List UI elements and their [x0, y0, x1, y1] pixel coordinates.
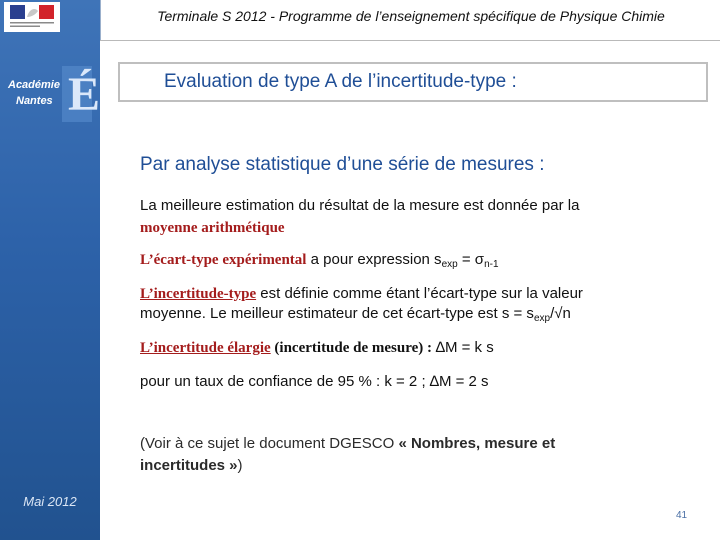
paragraph-taux-confiance [140, 372, 489, 392]
text-taux-confiance: pour un taux de confiance de 95 % : k = 2 ; ∆M = 2 s [140, 373, 489, 390]
text-definition: est définie comme étant l’écart-type sur la valeur [256, 285, 583, 302]
sub-exp-2: exp [533, 313, 551, 324]
page-number: 41 [676, 510, 688, 521]
paragraph-incertitude-type [140, 284, 583, 304]
header-title: Terminale S 2012 - Programme de l’enseignement spécifique de Physique Chimie [157, 8, 665, 24]
paragraph-line-1 [140, 196, 579, 216]
term-moyenne: moyenne arithmétique [140, 220, 285, 236]
svg-text:Académie: Académie [8, 79, 60, 91]
reference-line-2 [140, 456, 243, 476]
paragraph-estimateur [140, 304, 571, 329]
paragraph-incertitude-elargie [140, 338, 494, 358]
svg-text:É: É [68, 68, 101, 121]
section-subheading: Par analyse statistique d’une série de mesures : [140, 154, 545, 175]
text-incertitude-mesure: (incertitude de mesure) : [270, 340, 436, 356]
ref-doc-title: « Nombres, mesure et [398, 435, 556, 452]
text-expression: a pour expression s [306, 251, 442, 268]
term-incertitude-type: L’incertitude-type [140, 286, 257, 302]
text-equals: = [457, 251, 475, 268]
paragraph-text: La meilleure estimation du résultat de la mesure est donnée par la [140, 197, 580, 214]
marianne-flag-icon [10, 5, 54, 19]
republique-text-lines [10, 22, 54, 28]
academie-nantes-logo [6, 58, 101, 126]
sub-n-1: n-1 [484, 259, 499, 270]
term-ecart-type: L’écart-type expérimental [140, 252, 307, 268]
paragraph-ecart-type [140, 250, 499, 275]
republique-francaise-logo [4, 2, 60, 32]
date-label: Mai 2012 [23, 494, 77, 509]
sidebar [0, 0, 100, 540]
sigma-symbol: σ [474, 251, 485, 268]
formula-delta-m: ∆M = k s [435, 339, 494, 356]
ref-text-a: (Voir à ce sujet le document DGESCO [140, 435, 399, 452]
header-divider [100, 0, 101, 40]
ref-doc-title-end: incertitudes » [140, 457, 238, 474]
term-incertitude-elargie: L’incertitude élargie [140, 340, 271, 356]
slide-title-box [118, 62, 708, 102]
sub-exp: exp [441, 259, 458, 270]
reference-line-1 [140, 434, 555, 454]
slide-title: Evaluation de type A de l’incertitude-type : [164, 71, 517, 92]
text-estimateur: moyenne. Le meilleur estimateur de cet écart-type est s = s [140, 305, 534, 322]
ref-close-paren: ) [237, 457, 243, 474]
text-sqrt-n: /√n [550, 305, 571, 322]
svg-text:Nantes: Nantes [16, 95, 53, 107]
paragraph-line-2 [140, 218, 285, 238]
